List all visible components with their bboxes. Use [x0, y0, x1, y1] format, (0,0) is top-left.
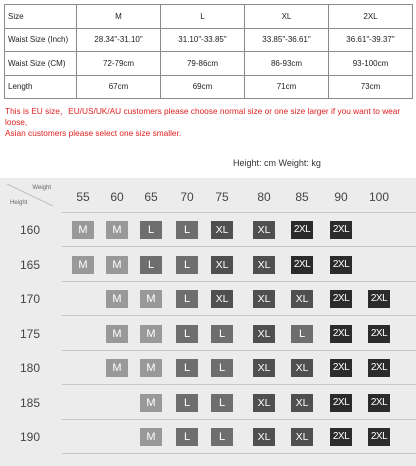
size-cell: 2XL: [368, 325, 390, 343]
size-note: [5, 106, 413, 139]
size-cell: L: [211, 359, 233, 377]
height-label: 165: [20, 258, 41, 272]
row-label: Length: [5, 75, 77, 99]
size-cell: L: [176, 221, 198, 239]
size-cell: L: [211, 428, 233, 446]
size-table: [4, 4, 413, 99]
grid-row-divider: [62, 453, 416, 454]
size-cell: 2XL: [368, 290, 390, 308]
size-cell: XL: [253, 290, 275, 308]
size-cell: 2XL: [330, 325, 352, 343]
size-cell: XL: [253, 394, 275, 412]
grid-row-divider: [62, 246, 416, 247]
size-table-row: [5, 28, 413, 52]
height-label: 170: [20, 292, 41, 306]
size-cell: M: [106, 359, 128, 377]
weight-label: 55: [76, 190, 90, 204]
height-label: 190: [20, 430, 41, 444]
table-cell: 67cm: [77, 75, 161, 99]
grid-row-divider: [62, 350, 416, 351]
size-table-header-row: [5, 5, 413, 29]
size-cell: XL: [291, 394, 313, 412]
height-label: 175: [20, 327, 41, 341]
size-cell: M: [106, 256, 128, 274]
size-header-cell: Size: [5, 5, 77, 29]
size-grid-chart: [0, 178, 416, 466]
grid-row-divider: [62, 419, 416, 420]
size-cell: L: [176, 394, 198, 412]
table-cell: 69cm: [161, 75, 245, 99]
size-cell: L: [211, 394, 233, 412]
corner-height-label: Height: [10, 200, 28, 206]
size-cell: M: [72, 221, 94, 239]
height-label: 180: [20, 361, 41, 375]
note-line: This is EU size，EU/US/UK/AU customers please choose normal size or one size larger if you want to wear loose,: [5, 106, 401, 127]
size-cell: XL: [253, 221, 275, 239]
size-cell: M: [106, 325, 128, 343]
size-cell: L: [291, 325, 313, 343]
size-header-cell: XL: [245, 5, 329, 29]
size-cell: L: [140, 221, 162, 239]
size-cell: XL: [291, 290, 313, 308]
size-cell: L: [176, 359, 198, 377]
table-cell: 72-79cm: [77, 52, 161, 76]
size-cell: L: [176, 290, 198, 308]
table-cell: 28.34"-31.10": [77, 28, 161, 52]
size-cell: XL: [291, 428, 313, 446]
size-cell: L: [140, 256, 162, 274]
weight-label: 90: [334, 190, 348, 204]
grid-row-divider: [62, 315, 416, 316]
size-cell: L: [176, 256, 198, 274]
size-cell: 2XL: [330, 256, 352, 274]
size-cell: 2XL: [330, 290, 352, 308]
table-cell: 73cm: [329, 75, 413, 99]
weight-label: 65: [144, 190, 158, 204]
table-cell: 86-93cm: [245, 52, 329, 76]
size-cell: L: [176, 428, 198, 446]
grid-corner: [7, 184, 53, 206]
table-cell: 79-86cm: [161, 52, 245, 76]
size-table-row: [5, 52, 413, 76]
corner-weight-label: Weight: [32, 185, 51, 191]
size-cell: XL: [253, 428, 275, 446]
table-cell: 71cm: [245, 75, 329, 99]
size-cell: XL: [253, 325, 275, 343]
size-cell: 2XL: [368, 359, 390, 377]
weight-label: 75: [215, 190, 229, 204]
size-cell: 2XL: [330, 359, 352, 377]
size-cell: XL: [211, 290, 233, 308]
size-header-cell: 2XL: [329, 5, 413, 29]
size-cell: M: [72, 256, 94, 274]
table-cell: 33.85"-36.61": [245, 28, 329, 52]
size-cell: XL: [211, 256, 233, 274]
size-cell: 2XL: [368, 428, 390, 446]
table-cell: 31.10"-33.85": [161, 28, 245, 52]
size-cell: M: [140, 290, 162, 308]
size-cell: M: [140, 359, 162, 377]
row-label: Waist Size (Inch): [5, 28, 77, 52]
size-cell: 2XL: [291, 256, 313, 274]
size-cell: 2XL: [330, 221, 352, 239]
size-cell: 2XL: [291, 221, 313, 239]
weight-label: 60: [110, 190, 124, 204]
size-table-row: [5, 75, 413, 99]
size-cell: L: [176, 325, 198, 343]
size-cell: 2XL: [368, 394, 390, 412]
units-label: Height: cm Weight: kg: [233, 158, 321, 168]
note-line: Asian customers please select one size smaller.: [5, 128, 182, 138]
size-cell: XL: [291, 359, 313, 377]
size-cell: M: [106, 290, 128, 308]
size-header-cell: L: [161, 5, 245, 29]
size-cell: XL: [253, 256, 275, 274]
size-cell: 2XL: [330, 428, 352, 446]
weight-label: 100: [368, 190, 390, 204]
size-cell: M: [140, 428, 162, 446]
grid-row-divider: [62, 384, 416, 385]
row-label: Waist Size (CM): [5, 52, 77, 76]
grid-header-divider: [62, 212, 416, 213]
weight-label: 85: [295, 190, 309, 204]
height-label: 160: [20, 223, 41, 237]
size-header-cell: M: [77, 5, 161, 29]
size-cell: M: [140, 325, 162, 343]
size-cell: 2XL: [330, 394, 352, 412]
table-cell: 36.61"-39.37": [329, 28, 413, 52]
table-cell: 93-100cm: [329, 52, 413, 76]
weight-label: 80: [257, 190, 271, 204]
size-cell: XL: [253, 359, 275, 377]
size-cell: XL: [211, 221, 233, 239]
size-cell: M: [106, 221, 128, 239]
height-label: 185: [20, 396, 41, 410]
grid-row-divider: [62, 281, 416, 282]
size-cell: L: [211, 325, 233, 343]
weight-label: 70: [180, 190, 194, 204]
size-cell: M: [140, 394, 162, 412]
